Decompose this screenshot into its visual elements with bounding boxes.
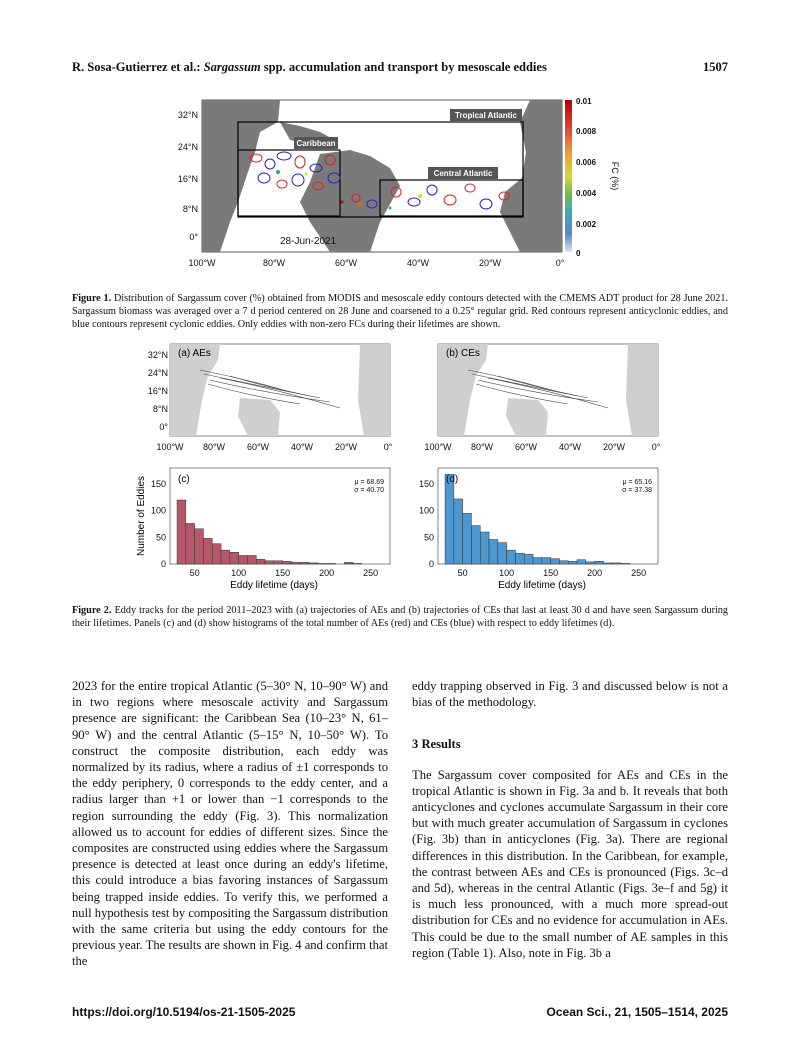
colorbar-tick: 0.004 bbox=[576, 189, 597, 198]
histogram-bar bbox=[621, 563, 630, 564]
region-label-central-atlantic: Central Atlantic bbox=[433, 169, 493, 178]
histogram-bar bbox=[344, 562, 353, 564]
histogram-bar bbox=[454, 499, 463, 564]
colorbar-tick: 0.008 bbox=[576, 127, 597, 136]
hist-xtick: 100 bbox=[499, 568, 515, 578]
histogram-bar bbox=[586, 562, 595, 564]
header-authors: R. Sosa-Gutierrez et al.: bbox=[72, 60, 201, 74]
lon-tick: 60°W bbox=[334, 258, 358, 268]
colorbar-tick: 0.002 bbox=[576, 220, 597, 229]
histogram-bar bbox=[230, 552, 239, 564]
lon-tick-a: 80°W bbox=[202, 442, 226, 452]
hist-xlabel-d: Eddy lifetime (days) bbox=[498, 580, 586, 591]
hist-ytick: 150 bbox=[418, 479, 434, 489]
histogram-bar bbox=[533, 558, 542, 564]
hist-ylabel: Number of Eddies bbox=[136, 475, 147, 557]
running-header bbox=[72, 60, 728, 75]
lat-tick: 24°N bbox=[147, 368, 168, 378]
lon-tick-a: 60°W bbox=[246, 442, 270, 452]
figure-1 bbox=[160, 92, 620, 272]
histogram-bar bbox=[542, 558, 551, 564]
histogram-bar bbox=[489, 539, 498, 564]
stat-mean-c: μ = 68.69 bbox=[354, 479, 384, 486]
figure-1-map bbox=[160, 92, 620, 272]
figure-1-caption bbox=[72, 292, 728, 332]
colorbar-tick: 0.006 bbox=[576, 158, 597, 167]
lon-tick: 40°W bbox=[406, 258, 430, 268]
panel-label-c: (c) bbox=[178, 474, 190, 485]
panel-label-d: (d) bbox=[446, 474, 459, 485]
hist-ytick: 100 bbox=[418, 505, 434, 516]
lon-tick-b: 0° bbox=[651, 442, 661, 452]
lat-tick: 0° bbox=[159, 422, 168, 432]
lat-tick: 8°N bbox=[182, 204, 198, 214]
page-footer bbox=[72, 1005, 728, 1019]
histogram-bar bbox=[239, 555, 248, 564]
lat-tick: 16°N bbox=[147, 386, 168, 396]
lon-tick-a: 0° bbox=[383, 442, 393, 452]
histogram-bar bbox=[595, 561, 604, 564]
histogram-bar bbox=[480, 532, 489, 564]
footer-doi: https://doi.org/10.5194/os-21-1505-2025 bbox=[72, 1005, 296, 1019]
figure-2 bbox=[130, 340, 670, 600]
colorbar-tick: 0 bbox=[576, 249, 581, 258]
left-column bbox=[72, 678, 388, 970]
lat-tick: 24°N bbox=[177, 142, 198, 152]
footer-journal: Ocean Sci., 21, 1505–1514, 2025 bbox=[546, 1005, 728, 1019]
histogram-bar bbox=[445, 474, 454, 564]
page-number: 1507 bbox=[703, 60, 728, 74]
hist-ytick: 50 bbox=[155, 532, 166, 543]
lon-tick-b: 80°W bbox=[470, 442, 494, 452]
histogram-bar bbox=[274, 561, 283, 564]
histogram-bar bbox=[186, 523, 195, 564]
body-paragraph: The Sargassum cover composited for AEs and CEs in the tropical Atlantic is shown in Fig. 3a and b. It reveals that both anticyclones and cyclones accumulate Sargassum in their core but with much greater accumulation of Sargassum in cyclones (Fig. 3b) than in anticyclones (Fig. 3a). There are regional differences in this distribution. In the Caribbean, for example, the contrast between AEs and CEs is pronounced (Figs. 3c–d and 5d), whereas in the central Atlantic (Figs. 3e–f and 5g) it is much less pronounced, with a much more spread-out distribution for CEs and no evidence for accumulation in AEs. This could be due to the small number of AE samples in this region (Table 1). Also, note in Fig. 3b a bbox=[412, 767, 728, 960]
histogram-bar bbox=[568, 561, 577, 564]
lat-tick: 32°N bbox=[177, 110, 198, 120]
lon-tick-a: 40°W bbox=[290, 442, 314, 452]
histogram-bar bbox=[498, 543, 507, 564]
histogram-bar bbox=[612, 563, 621, 564]
lon-tick-a: 100°W bbox=[156, 442, 184, 452]
hist-ytick: 150 bbox=[150, 479, 166, 489]
stat-sd-d: σ = 37.38 bbox=[622, 487, 652, 494]
caption-label: Figure 1. bbox=[72, 293, 112, 304]
hist-xtick: 150 bbox=[275, 568, 291, 578]
hist-ytick: 0 bbox=[160, 559, 166, 569]
histogram-bar bbox=[318, 563, 327, 564]
body-paragraph: 2023 for the entire tropical Atlantic (5–30° N, 10–90° W) and in two regions where mesoscale activity and Sargassum presence are significant: the Caribbean Sea (10–23° N, 61–90° W) and the central Atlantic (5–15° N, 10–50° W). To construct the composite distribution, each eddy was normalized by its radius, where a radius of ±1 corresponds to the eddy periphery, 0 corresponds to the eddy center, and a radius larger than +1 or lower than −1 corresponds to the region surrounding the eddy (Fig. 3). This normalization allowed us to account for eddies of different sizes. Since the composites are constructed using eddies where the Sargassum presence is detected at least once during an eddy's lifetime, this could introduce a bias favoring instances of Sargassum being trapped inside eddies. To verify this, we performed a null hypothesis test by compositing the Sargassum distribution with the same criteria but using the eddy contours for the previous year. The results are shown in Fig. 4 and confirm that the bbox=[72, 679, 388, 969]
lon-tick-a: 20°W bbox=[334, 442, 358, 452]
lat-tick: 16°N bbox=[177, 174, 198, 184]
histogram-bar bbox=[353, 563, 362, 564]
caption-label: Figure 2. bbox=[72, 605, 112, 616]
lat-tick: 32°N bbox=[147, 350, 168, 360]
colorbar-tick: 0.01 bbox=[576, 97, 592, 106]
histogram-bar bbox=[212, 544, 221, 564]
lon-tick: 0° bbox=[555, 258, 565, 268]
lat-tick: 8°N bbox=[152, 404, 168, 414]
hist-xtick: 200 bbox=[587, 568, 603, 578]
body-paragraph: eddy trapping observed in Fig. 3 and discussed below is not a bias of the methodology. bbox=[412, 679, 728, 710]
histogram-bar bbox=[559, 561, 568, 564]
figure-2-panels bbox=[130, 340, 670, 600]
caption-text: Eddy tracks for the period 2011–2023 with (a) trajectories of AEs and (b) trajectories of CEs that last at least 30 d and have seen Sargassum during their lifetimes. Panels (c) and (d) show histograms of the total number of AEs (red) and CEs (blue) with respect to eddy lifetimes (d). bbox=[72, 605, 728, 630]
lon-tick: 80°W bbox=[262, 258, 286, 268]
histogram-bar bbox=[203, 538, 212, 564]
histogram-bar bbox=[291, 562, 300, 564]
hist-xtick: 250 bbox=[631, 568, 647, 578]
section-heading: 3 Results bbox=[412, 737, 461, 752]
hist-xtick: 50 bbox=[457, 568, 468, 578]
histogram-bar bbox=[515, 553, 524, 564]
header-title: spp. accumulation and transport by mesoscale eddies bbox=[263, 60, 547, 74]
lat-tick: 0° bbox=[189, 232, 198, 242]
colorbar bbox=[565, 100, 572, 252]
histogram-bar bbox=[195, 529, 204, 564]
stat-mean-d: μ = 65.16 bbox=[622, 479, 652, 486]
lon-tick-b: 40°W bbox=[558, 442, 582, 452]
histogram-bar bbox=[551, 559, 560, 564]
histogram-bar bbox=[300, 562, 309, 564]
figure-1-date: 28-Jun-2021 bbox=[280, 236, 337, 247]
histogram-bar bbox=[283, 561, 292, 564]
colorbar-label: FC (%) bbox=[610, 161, 620, 191]
histogram-bar bbox=[603, 563, 612, 564]
right-column bbox=[412, 678, 728, 961]
lon-tick: 20°W bbox=[478, 258, 502, 268]
region-label-tropical-atlantic: Tropical Atlantic bbox=[455, 111, 517, 120]
histogram-bar bbox=[265, 561, 274, 564]
lon-tick: 100°W bbox=[188, 258, 216, 268]
panel-label-b: (b) CEs bbox=[446, 348, 480, 359]
histogram-bar bbox=[524, 554, 533, 564]
hist-ytick: 100 bbox=[150, 505, 166, 516]
histogram-bar bbox=[309, 563, 318, 564]
histogram-bar bbox=[507, 550, 516, 564]
histogram-bar bbox=[463, 513, 472, 564]
region-label-caribbean: Caribbean bbox=[296, 139, 336, 148]
hist-xtick: 250 bbox=[363, 568, 379, 578]
panel-label-a: (a) AEs bbox=[178, 348, 211, 359]
histogram-bar bbox=[471, 526, 480, 564]
histogram-bar bbox=[256, 559, 265, 564]
histogram-bar bbox=[177, 500, 186, 564]
figure-2-caption bbox=[72, 604, 728, 630]
caption-text: Distribution of Sargassum cover (%) obtained from MODIS and mesoscale eddy contours detected with the CMEMS ADT product for 28 June 2021. Sargassum biomass was averaged over a 7 d period centered on 28 June and coarsened to a 0.25° regular grid. Red contours represent anticyclonic eddies, and blue contours represent cyclonic eddies. Only eddies with non-zero FCs during their lifetimes are shown. bbox=[72, 293, 728, 331]
hist-xtick: 50 bbox=[189, 568, 200, 578]
hist-ytick: 0 bbox=[428, 559, 434, 569]
histogram-bar bbox=[577, 560, 586, 564]
hist-xtick: 200 bbox=[319, 568, 335, 578]
lon-tick-b: 20°W bbox=[602, 442, 626, 452]
lon-tick-b: 100°W bbox=[424, 442, 452, 452]
hist-ytick: 50 bbox=[423, 532, 434, 543]
stat-sd-c: σ = 40.70 bbox=[354, 487, 384, 494]
hist-xtick: 150 bbox=[543, 568, 559, 578]
header-title-italic: Sargassum bbox=[203, 60, 261, 74]
hist-xtick: 100 bbox=[231, 568, 247, 578]
histogram-bar bbox=[221, 550, 230, 564]
hist-xlabel-c: Eddy lifetime (days) bbox=[230, 580, 318, 591]
histogram-bar bbox=[247, 555, 256, 564]
lon-tick-b: 60°W bbox=[514, 442, 538, 452]
histogram-bar bbox=[327, 563, 336, 564]
